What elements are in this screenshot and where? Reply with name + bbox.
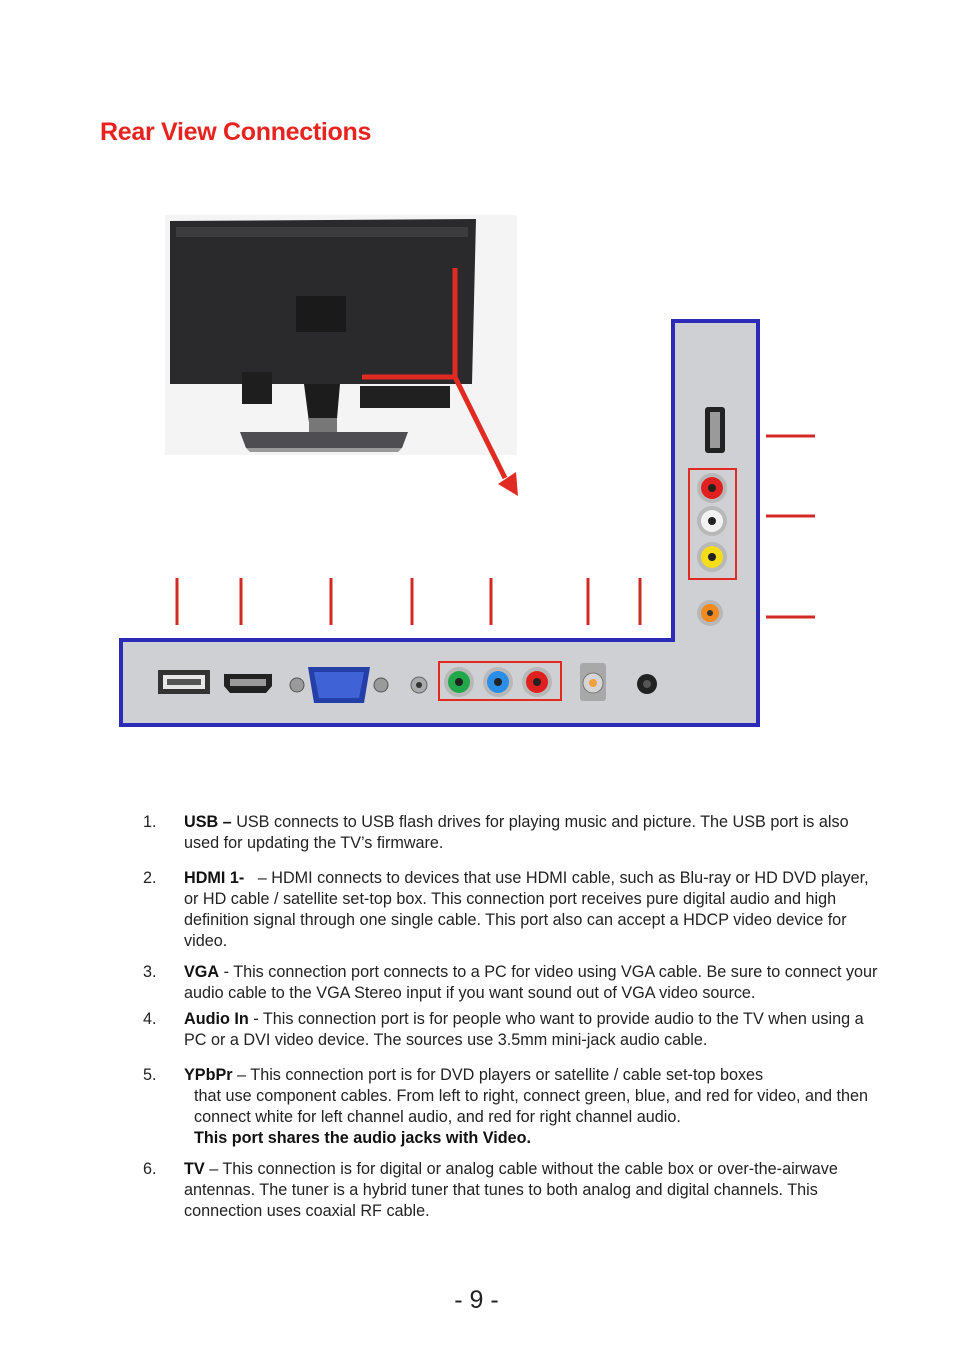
pb-blue-jack bbox=[483, 667, 513, 697]
item-note-text: This port shares the audio jacks with Video. bbox=[194, 1129, 532, 1147]
list-item bbox=[143, 962, 883, 1004]
y-green-jack bbox=[444, 667, 474, 697]
item-text: – This connection port is for DVD players or satellite / cable set-top boxes bbox=[237, 1066, 764, 1084]
item-text: – This connection is for digital or analog cable without the cable box or over-the-airwave antennas. The tuner is a hybrid tuner that tunes to both analog and digital channels. This connection uses coaxial RF cable. bbox=[184, 1160, 838, 1220]
item-number: 3. bbox=[143, 963, 157, 981]
item-text: - This connection port connects to a PC for video using VGA cable. Be sure to connect your audio cable to the VGA Stereo input if you want sound out of VGA video source. bbox=[184, 963, 878, 1002]
av-audio-right-jack bbox=[697, 473, 727, 503]
list-item bbox=[143, 1065, 883, 1149]
item-text: USB connects to USB flash drives for playing music and picture. The USB port is also used for updating the TV’s firmware. bbox=[184, 813, 849, 852]
tv-rear-image bbox=[165, 215, 517, 455]
pr-red-jack bbox=[522, 667, 552, 697]
hdmi-side-port bbox=[705, 407, 725, 453]
audio-in-jack bbox=[411, 677, 427, 693]
item-label: TV bbox=[184, 1160, 205, 1178]
item-number: 4. bbox=[143, 1010, 157, 1028]
list-item bbox=[143, 868, 883, 952]
item-label: YPbPr bbox=[184, 1066, 233, 1084]
item-note bbox=[184, 1128, 883, 1149]
item-label: VGA bbox=[184, 963, 220, 981]
item-number: 5. bbox=[143, 1066, 157, 1084]
item-number: 1. bbox=[143, 813, 157, 831]
tv-coax-jack bbox=[580, 663, 606, 701]
item-label: USB – bbox=[184, 813, 232, 831]
item-continuation: that use component cables. From left to right, connect green, blue, and red for video, and then connect white for left channel audio, and red for right channel audio. bbox=[194, 1087, 868, 1126]
page-number: - 9 - bbox=[454, 1286, 499, 1314]
list-item bbox=[143, 1009, 883, 1051]
item-label: Audio In bbox=[184, 1010, 249, 1028]
item-label: HDMI 1- bbox=[184, 869, 245, 887]
list-item bbox=[143, 812, 883, 854]
coax-out-jack bbox=[697, 600, 723, 626]
hdmi-port bbox=[224, 674, 272, 693]
usb-port bbox=[158, 670, 210, 694]
item-number: 6. bbox=[143, 1160, 157, 1178]
item-text: – HDMI connects to devices that use HDMI cable, such as Blu-ray or HD DVD player, or HD cable / satellite set-top box. This connection port receives pure digital audio and high definition signal through one single cable. This port also can accept a HDCP video device for video. bbox=[184, 869, 869, 950]
av-audio-left-jack bbox=[697, 506, 727, 536]
page-title: Rear View Connections bbox=[100, 118, 372, 146]
item-number: 2. bbox=[143, 869, 157, 887]
av-video-jack bbox=[697, 542, 727, 572]
list-item bbox=[143, 1159, 883, 1222]
callout-lines-bottom bbox=[177, 578, 640, 625]
headphone-jack bbox=[637, 674, 657, 694]
connection-list bbox=[143, 812, 883, 1222]
item-text: - This connection port is for people who want to provide audio to the TV when using a PC or a DVI video device. The sources use 3.5mm mini-jack audio cable. bbox=[184, 1010, 864, 1049]
